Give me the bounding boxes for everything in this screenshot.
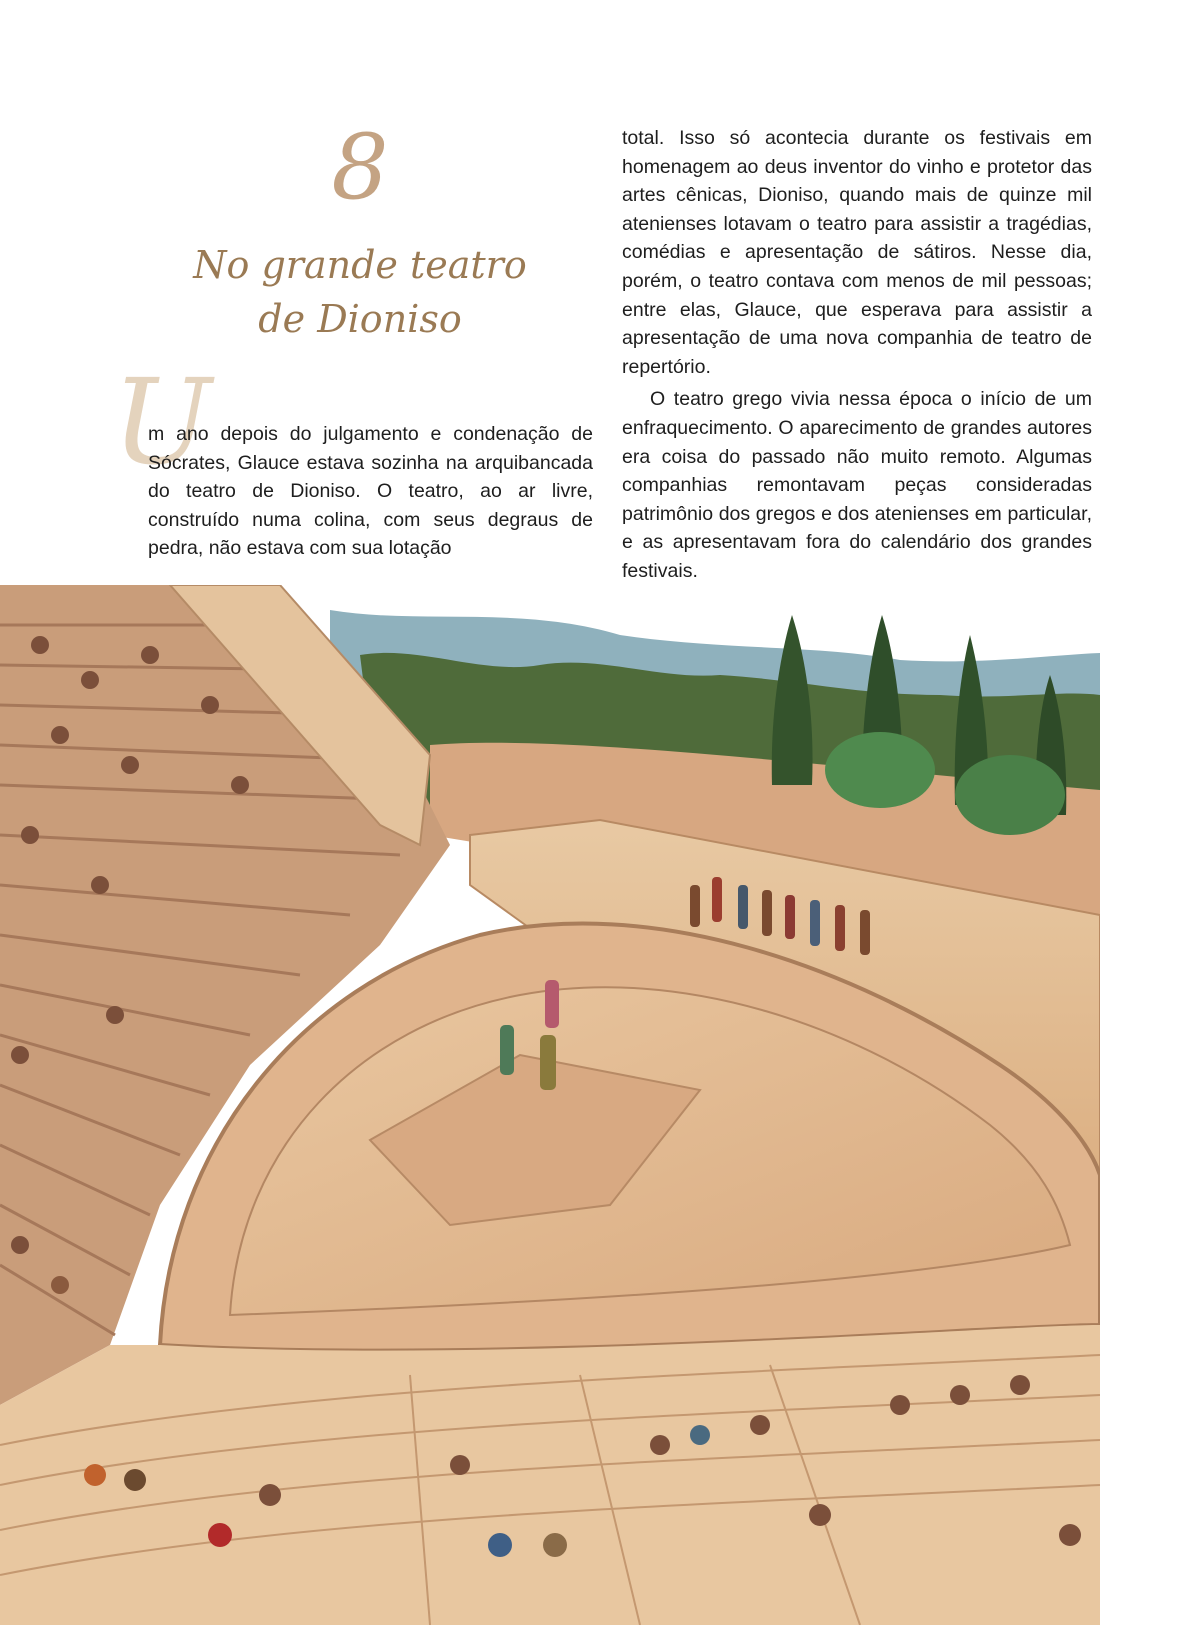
olive-tree <box>955 755 1065 835</box>
paragraph-1-start: m ano depois do julgamento e condenação de Sócrates, Glauce estava sozinha na arquibancada do teatro de Dioniso. O teatro, ao ar livre, construído numa colina, com seus degraus de pedra, não estava com sua lotação <box>148 423 593 560</box>
cypress-tree <box>772 615 813 785</box>
text-column-right <box>622 124 1092 586</box>
chapter-title <box>150 238 570 346</box>
paragraph-1-end: total. Isso só acontecia durante os festivais em homenagem ao deus inventor do vinho e protetor das artes cênicas, Dioniso, quando mais de quinze mil atenienses lotavam o teatro para assistir a tragédias, comédias e apresentação de sátiros. Nesse dia, porém, o teatro contava com menos de mil pessoas; entre elas, Glauce, que esperava para assistir a apresentação de uma nova companhia de teatro de repertório. <box>622 127 1092 378</box>
seating-front <box>0 1325 1100 1625</box>
theater-illustration <box>0 585 1100 1625</box>
text-column-left <box>148 420 593 563</box>
chapter-title-line-1: No grande teatro <box>193 243 527 287</box>
chapter-number: 8 <box>331 115 389 220</box>
paragraph-2: O teatro grego vivia nessa época o início de um enfraquecimento. O aparecimento de grandes autores era coisa do passado não muito remoto. Algumas companhias remontavam peças consideradas patrimônio dos gregos e dos atenienses em particular, e as apresentavam fora do calendário dos grandes festivais. <box>622 388 1092 582</box>
chapter-title-line-2: de Dioniso <box>258 297 462 341</box>
olive-tree <box>825 732 935 808</box>
drop-cap: U <box>112 353 212 491</box>
